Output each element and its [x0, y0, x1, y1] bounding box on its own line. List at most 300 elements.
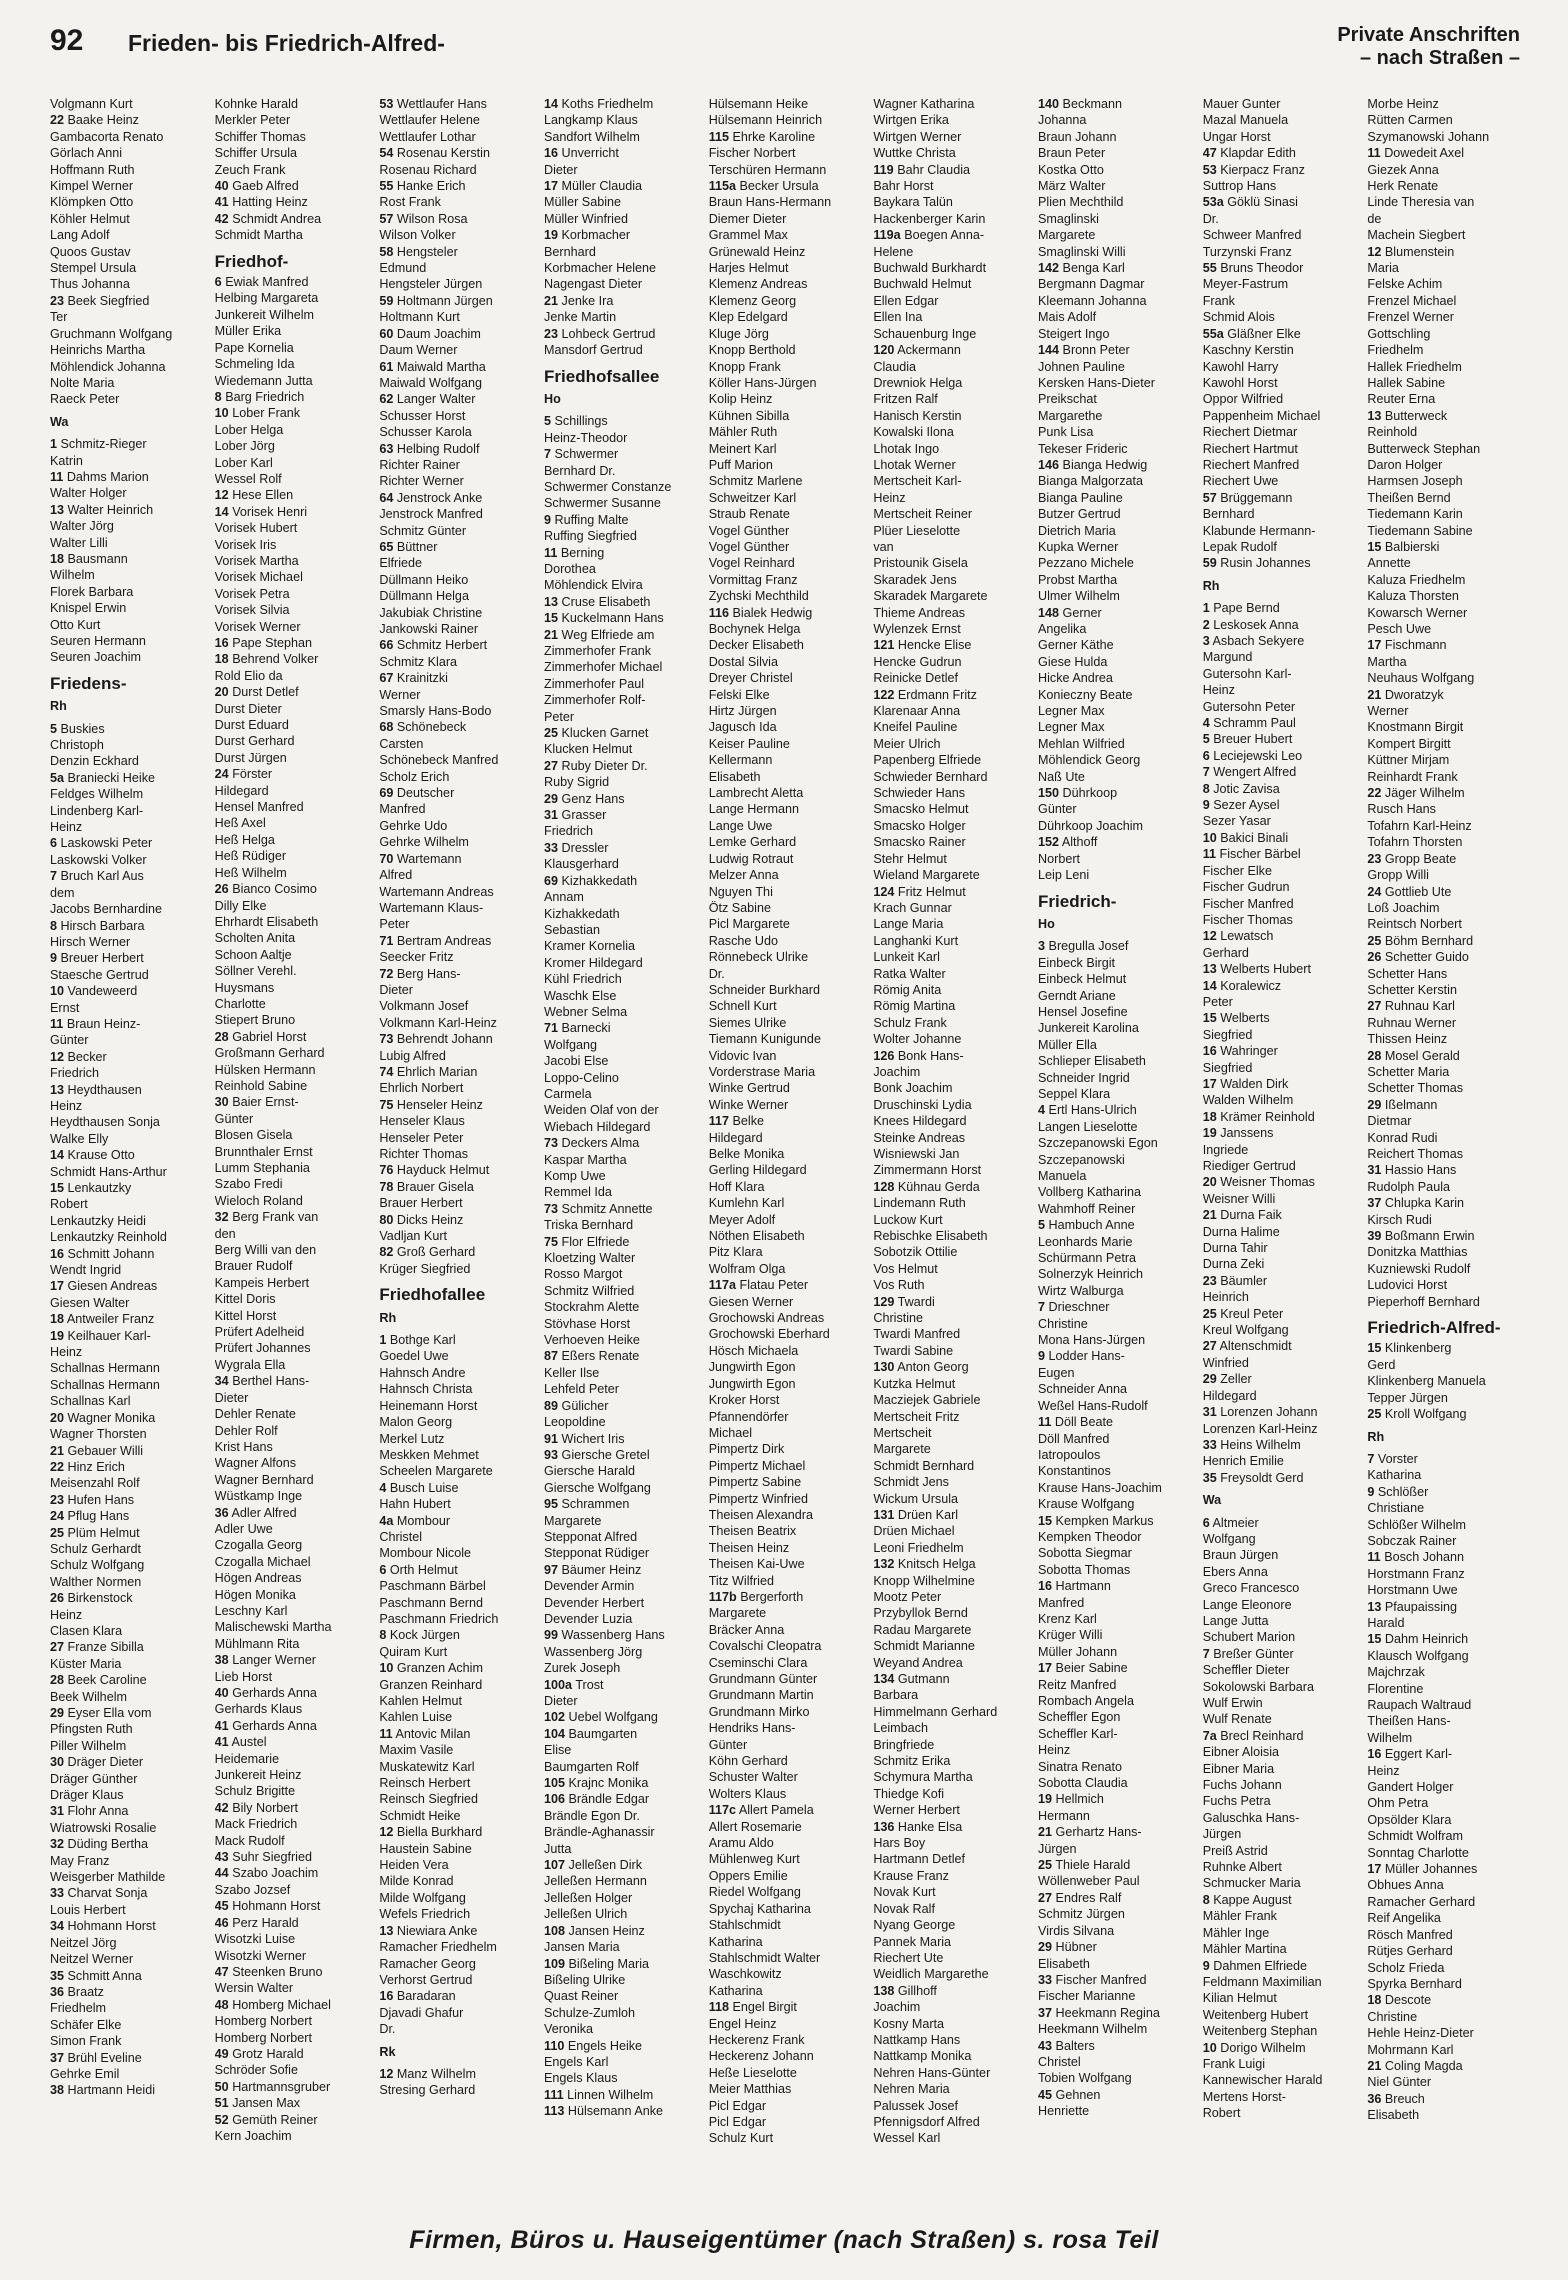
resident-name: Raeck Peter — [50, 392, 120, 407]
house-number: 27 — [1367, 999, 1382, 1014]
resident-entry — [379, 1463, 532, 1479]
resident-name: Schmitz Wilfried — [544, 1283, 635, 1298]
resident-name: Lange Uwe — [708, 818, 773, 833]
resident-name: Ulmer Wilhelm — [1038, 589, 1120, 604]
resident-entry — [1367, 1812, 1520, 1828]
house-number: 14 — [544, 97, 559, 111]
resident-name: Druschinski Lydia — [873, 1097, 972, 1112]
resident-name: Stepponat Rüdiger — [544, 1546, 650, 1561]
resident-name: Szabo Fredi — [214, 1177, 283, 1192]
resident-entry — [873, 1753, 1026, 1769]
house-number: 47 — [1202, 146, 1217, 161]
resident-name: Picl Edgar — [708, 2098, 767, 2113]
house-number: 5 — [544, 414, 552, 429]
house-number: 20 — [50, 1410, 65, 1425]
resident-entry — [544, 178, 697, 194]
resident-entry — [1038, 1939, 1191, 1955]
resident-name: Schetter Maria — [1367, 1064, 1450, 1079]
resident-name: Reitz Manfred — [1038, 1677, 1117, 1692]
resident-name: Schmitt Johann — [67, 1246, 155, 1261]
resident-entry — [379, 1775, 532, 1791]
street-heading: Friedrich- — [1038, 891, 1117, 911]
resident-entry — [1038, 211, 1191, 227]
resident-entry — [50, 145, 203, 161]
resident-name: Mansdorf Gertrud — [544, 343, 643, 358]
resident-name: Langkamp Klaus — [544, 113, 638, 128]
resident-entry — [1367, 1406, 1520, 1422]
house-number: 40 — [214, 179, 229, 194]
resident-name: Legner Max — [1038, 704, 1105, 719]
resident-entry — [50, 436, 203, 452]
resident-name: Neitzel Werner — [50, 1952, 134, 1967]
resident-entry — [1367, 391, 1520, 407]
resident-name: Wagner Thorsten — [50, 1427, 147, 1442]
resident-entry — [1038, 851, 1191, 867]
resident-name: Schneider Ingrid — [1038, 1070, 1130, 1085]
resident-name: Kuzniewski Rudolf — [1367, 1261, 1471, 1276]
resident-name: Gambacorta Renato — [50, 129, 164, 144]
house-number: 128 — [873, 1179, 895, 1194]
resident-entry — [50, 1639, 203, 1655]
resident-entry — [50, 721, 203, 737]
resident-entry — [215, 1619, 368, 1635]
resident-entry — [544, 1611, 697, 1627]
resident-entry — [873, 1474, 1026, 1490]
resident-name: Hülsemann Anke — [567, 2104, 664, 2119]
resident-entry — [873, 145, 1026, 161]
resident-entry — [50, 1590, 203, 1606]
resident-name: Steinke Andreas — [873, 1130, 966, 1145]
resident-entry — [1367, 884, 1520, 900]
resident-entry — [544, 1972, 697, 1988]
resident-entry — [709, 1901, 862, 1917]
resident-name: Dreyer Christel — [708, 671, 793, 686]
house-number: 19 — [1038, 1792, 1053, 1807]
resident-name: Weisgerber Mathilde — [50, 1870, 166, 1885]
resident-name: Schoon Aaltje — [214, 947, 292, 962]
resident-name: Schetter Kerstin — [1367, 982, 1457, 997]
resident-name: Sezer Yasar — [1202, 814, 1271, 829]
resident-entry — [1038, 539, 1191, 555]
resident-entry — [709, 1326, 862, 1342]
resident-entry — [1367, 1179, 1520, 1195]
resident-entry — [215, 1800, 368, 1816]
resident-entry — [50, 1246, 203, 1262]
house-number: 41 — [214, 195, 229, 210]
house-number: 32 — [214, 1210, 229, 1225]
resident-entry — [1038, 834, 1191, 850]
resident-name: Bernhard — [1202, 507, 1255, 522]
house-number: 5 — [1038, 1218, 1046, 1233]
resident-name: Suttrop Hans — [1202, 179, 1277, 194]
house-number: 16 — [214, 636, 229, 650]
resident-name: Ingriede — [1202, 1142, 1249, 1157]
resident-name: Florek Barbara — [50, 584, 134, 599]
resident-name: Grotz Harald — [232, 2046, 304, 2061]
resident-name: Brändle Egon Dr. — [544, 1808, 640, 1823]
resident-entry — [215, 405, 368, 421]
resident-name: Kohnke Harald — [214, 97, 298, 111]
resident-entry — [709, 506, 862, 522]
resident-name: Lewatsch — [1220, 929, 1274, 944]
resident-entry — [1203, 457, 1356, 473]
resident-entry — [1038, 719, 1191, 735]
resident-name: Stahlschmidt Walter — [708, 1950, 821, 1965]
resident-entry — [873, 1704, 1026, 1720]
resident-name: Niel Günter — [1367, 2075, 1432, 2090]
resident-entry — [1038, 441, 1191, 457]
resident-entry — [215, 96, 368, 112]
resident-entry — [544, 309, 697, 325]
resident-name: Kloetzing Walter — [544, 1251, 636, 1266]
resident-name: Düllmann Helga — [379, 589, 469, 604]
resident-entry — [544, 293, 697, 309]
resident-entry — [873, 2130, 1026, 2146]
resident-name: Möhlendick Johanna — [50, 359, 166, 374]
resident-entry — [709, 736, 862, 752]
resident-name: Heydthausen Sonja — [50, 1115, 160, 1130]
resident-entry — [379, 1113, 532, 1129]
resident-entry — [1367, 1943, 1520, 1959]
resident-name: Heinz — [1367, 1763, 1400, 1778]
resident-name: Scholten Anita — [214, 931, 296, 946]
house-number: 31 — [544, 808, 559, 823]
resident-name: Luckow Kurt — [873, 1212, 943, 1227]
resident-entry — [50, 770, 203, 786]
resident-name: Lieb Horst — [214, 1669, 273, 1684]
district-code: Rk — [379, 2044, 396, 2059]
resident-entry — [544, 1316, 697, 1332]
resident-name: Welberts — [1220, 1011, 1270, 1026]
resident-name: Aramu Aldo — [708, 1836, 774, 1851]
resident-name: Mertscheit Karl- — [873, 474, 962, 489]
resident-entry — [215, 2095, 368, 2111]
resident-entry — [50, 1656, 203, 1672]
house-number: 9 — [50, 951, 58, 966]
resident-name: Büttner — [396, 539, 438, 554]
resident-name: Ruhnau Werner — [1367, 1015, 1457, 1030]
resident-entry — [1367, 1992, 1520, 2008]
house-number: 57 — [1202, 490, 1217, 505]
resident-name: Kawohl Harry — [1202, 359, 1279, 374]
resident-name: Lhotak Ingo — [873, 441, 940, 456]
resident-name: Linnen Wilhelm — [567, 2087, 654, 2102]
resident-name: Weitenberg Stephan — [1202, 2024, 1318, 2039]
house-number: 23 — [544, 326, 559, 341]
resident-name: Chlupka Karin — [1384, 1196, 1464, 1211]
house-number: 119a — [873, 228, 901, 243]
house-number: 15 — [1202, 1011, 1217, 1026]
resident-name: Galuschka Hans- — [1202, 1810, 1300, 1825]
resident-entry — [215, 1308, 368, 1324]
resident-name: Engels Klaus — [544, 2071, 618, 2086]
resident-entry — [50, 1049, 203, 1065]
resident-name: Friedhelm — [50, 2001, 106, 2016]
resident-entry — [709, 1015, 862, 1031]
resident-name: Schrammen — [561, 1497, 630, 1512]
house-number: 7 — [1367, 1451, 1375, 1466]
resident-entry — [873, 884, 1026, 900]
resident-name: Joachim — [873, 2000, 921, 2015]
resident-entry — [215, 1980, 368, 1996]
resident-entry — [709, 2016, 862, 2032]
resident-name: Pimpertz Dirk — [708, 1442, 785, 1457]
house-number: 87 — [544, 1349, 559, 1364]
resident-entry — [1203, 1564, 1356, 1580]
house-number: 16 — [544, 146, 559, 161]
resident-entry — [50, 1311, 203, 1327]
resident-entry — [544, 1595, 697, 1611]
resident-name: Kühl Friedrich — [544, 972, 622, 987]
resident-name: Dietrich Maria — [1038, 523, 1116, 538]
resident-entry — [544, 2070, 697, 2086]
house-number: 73 — [544, 1136, 559, 1151]
resident-name: Küster Maria — [50, 1656, 122, 1671]
resident-name: Jelleßen Hermann — [544, 1874, 647, 1889]
resident-entry — [379, 572, 532, 588]
house-number: 11 — [50, 1016, 64, 1031]
resident-entry — [873, 506, 1026, 522]
resident-entry — [709, 1458, 862, 1474]
resident-name: Mähler Martina — [1202, 1942, 1287, 1957]
resident-name: Wengert Alfred — [1213, 765, 1297, 780]
page-number: 92 — [50, 24, 84, 57]
resident-entry — [215, 1603, 368, 1619]
resident-entry — [50, 1803, 203, 1819]
resident-name: Schwermer Constanze — [544, 479, 672, 494]
resident-entry — [873, 785, 1026, 801]
resident-name: Lange Hermann — [708, 802, 800, 817]
resident-name: Merkel Lutz — [379, 1431, 445, 1446]
resident-entry — [1203, 1925, 1356, 1941]
house-number: 21 — [50, 1443, 65, 1458]
house-number: 37 — [50, 2050, 65, 2065]
house-number: 17 — [1367, 1862, 1382, 1877]
resident-entry — [50, 1131, 203, 1147]
resident-entry — [379, 1480, 532, 1496]
resident-entry — [873, 1868, 1026, 1884]
resident-entry — [379, 1873, 532, 1889]
resident-name: Christel — [1038, 2054, 1081, 2069]
resident-entry — [873, 801, 1026, 817]
resident-name: Eugen — [1038, 1365, 1075, 1380]
resident-entry — [544, 145, 697, 161]
resident-entry — [379, 1244, 532, 1260]
resident-name: Dräger Günther — [50, 1771, 138, 1786]
resident-name: Peter — [544, 709, 575, 724]
resident-entry — [50, 1689, 203, 1705]
resident-entry — [379, 1195, 532, 1211]
resident-name: Dehler Renate — [214, 1407, 296, 1422]
resident-name: Margarete — [1038, 228, 1096, 243]
resident-entry — [379, 1398, 532, 1414]
resident-name: Wiatrowski Rosalie — [50, 1820, 157, 1835]
resident-entry — [1203, 1728, 1356, 1744]
resident-entry — [873, 2114, 1026, 2130]
resident-entry — [709, 424, 862, 440]
resident-name: Pfennigsdorf Alfred — [873, 2114, 980, 2129]
resident-name: Neuhaus Wolfgang — [1367, 671, 1475, 686]
resident-entry — [50, 1065, 203, 1081]
resident-entry — [379, 2005, 532, 2021]
resident-name: Schetter Thomas — [1367, 1081, 1464, 1096]
resident-entry — [50, 1968, 203, 1984]
resident-name: Ellen Ina — [873, 310, 923, 325]
house-number: 19 — [1202, 1126, 1217, 1141]
resident-entry — [1367, 2058, 1520, 2074]
resident-name: Henseler Heinz — [396, 1097, 483, 1112]
resident-name: Johanna — [1038, 113, 1087, 128]
resident-entry — [1203, 1531, 1356, 1547]
resident-name: Milde Konrad — [379, 1874, 454, 1889]
resident-name: Jankowski Rainer — [379, 622, 479, 636]
resident-name: Kizhakkedath — [561, 873, 638, 888]
resident-entry — [544, 659, 697, 675]
resident-name: Wickum Ursula — [873, 1491, 959, 1506]
resident-name: Stockrahm Alette — [544, 1300, 640, 1315]
resident-entry — [873, 654, 1026, 670]
resident-name: Christel — [379, 1529, 423, 1544]
resident-name: Otto Kurt — [50, 617, 101, 632]
resident-name: Breßer Günter — [1213, 1646, 1294, 1661]
resident-entry — [1367, 1261, 1520, 1277]
resident-name: Maria — [1367, 261, 1399, 276]
resident-name: Durst Jürgen — [214, 750, 287, 765]
resident-name: Schulz Brigitte — [214, 1784, 296, 1799]
resident-name: Schiffer Ursula — [214, 146, 298, 161]
resident-entry — [50, 551, 203, 567]
resident-name: Ratka Walter — [873, 966, 946, 981]
house-number: 20 — [214, 685, 229, 700]
resident-name: Göklü Sinasi — [1227, 195, 1298, 210]
resident-name: Koralewicz — [1220, 978, 1282, 993]
resident-entry — [1038, 2005, 1191, 2021]
resident-name: Margarete — [544, 1513, 602, 1528]
resident-name: Smaglinski — [1038, 211, 1099, 226]
resident-name: Szabo Joachim — [232, 1866, 319, 1881]
resident-name: Wüstkamp Inge — [214, 1489, 303, 1504]
resident-entry — [215, 178, 368, 194]
resident-entry — [215, 1816, 368, 1832]
resident-entry — [709, 572, 862, 588]
resident-entry — [1367, 1927, 1520, 1943]
resident-name: Picl Edgar — [708, 2114, 767, 2129]
resident-name: Kühnen Sibilla — [708, 408, 790, 423]
resident-name: Seuren Hermann — [50, 634, 146, 648]
resident-name: Rost Frank — [379, 195, 441, 210]
resident-name: Sobotta Siegmar — [1038, 1546, 1132, 1561]
resident-name: Buskies — [60, 721, 105, 736]
resident-entry — [1203, 1437, 1356, 1453]
house-number: 5a — [50, 770, 65, 785]
resident-entry — [379, 1048, 532, 1064]
resident-name: van — [873, 539, 894, 554]
resident-entry — [1367, 949, 1520, 965]
resident-name: Schröder Sofie — [214, 2063, 298, 2078]
resident-entry — [50, 901, 203, 917]
house-number: 35 — [1202, 1470, 1217, 1485]
house-number: 100a — [544, 1677, 573, 1692]
house-number: 18 — [50, 1312, 65, 1327]
resident-entry — [544, 774, 697, 790]
house-number: 15 — [50, 1181, 65, 1195]
resident-name: Freysoldt Gerd — [1220, 1470, 1304, 1485]
house-number: 27 — [544, 758, 559, 773]
resident-name: Rosenau Richard — [379, 162, 477, 177]
resident-entry — [1038, 736, 1191, 752]
house-number: 55 — [1202, 261, 1217, 276]
resident-entry — [215, 947, 368, 963]
house-number: 55a — [1202, 326, 1224, 341]
resident-name: Christine — [1038, 1316, 1088, 1331]
house-number: 7 — [50, 869, 58, 884]
resident-name: Knostmann Birgit — [1367, 720, 1464, 735]
resident-name: Norbert — [1038, 851, 1081, 866]
resident-name: Hahnsch Christa — [379, 1382, 473, 1397]
resident-name: Benga Karl — [1062, 261, 1125, 276]
house-number: 7 — [1038, 1300, 1046, 1315]
resident-entry — [1038, 867, 1191, 883]
resident-entry — [50, 1443, 203, 1459]
resident-entry — [1203, 276, 1356, 292]
resident-entry — [379, 326, 532, 342]
resident-entry — [1367, 1779, 1520, 1795]
resident-entry — [1203, 682, 1356, 698]
resident-entry — [379, 473, 532, 489]
resident-entry — [215, 1357, 368, 1373]
resident-entry — [709, 1687, 862, 1703]
resident-name: Leskosek Anna — [1213, 617, 1299, 632]
house-number: 126 — [873, 1048, 895, 1063]
resident-entry — [379, 1759, 532, 1775]
resident-name: Janssens — [1220, 1126, 1274, 1141]
resident-entry — [379, 1261, 532, 1277]
resident-name: Jürgen — [1202, 1827, 1242, 1842]
resident-entry — [379, 1791, 532, 1807]
resident-name: Stövhase Horst — [544, 1316, 631, 1331]
resident-entry — [544, 1923, 697, 1939]
resident-entry — [1367, 1599, 1520, 1615]
house-number: 11 — [1038, 1415, 1052, 1430]
house-number: 21 — [1202, 1208, 1217, 1223]
resident-name: Scheelen Margarete — [379, 1464, 493, 1479]
resident-name: Barg Friedrich — [225, 389, 305, 404]
resident-entry — [873, 457, 1026, 473]
resident-entry — [709, 752, 862, 768]
resident-entry — [1038, 1201, 1191, 1217]
resident-entry — [215, 2079, 368, 2095]
resident-name: Hicke Andrea — [1038, 671, 1113, 686]
resident-name: Wolfgang — [1202, 1531, 1256, 1546]
resident-name: Sonntag Charlotte — [1367, 1845, 1469, 1860]
resident-name: Gehrke Wilhelm — [379, 835, 469, 850]
resident-entry — [50, 2050, 203, 2066]
resident-name: Weiden Olaf von der — [544, 1103, 659, 1118]
resident-name: Kleemann Johanna — [1038, 293, 1147, 308]
resident-name: Mauer Gunter — [1202, 97, 1281, 111]
resident-name: Siemes Ulrike — [708, 1015, 787, 1030]
resident-entry — [709, 1966, 862, 1982]
resident-name: Hahn Hubert — [379, 1497, 451, 1512]
house-number: 19 — [544, 228, 559, 243]
resident-entry — [379, 818, 532, 834]
resident-entry — [215, 1258, 368, 1274]
resident-name: Reintsch Norbert — [1367, 917, 1462, 932]
resident-name: Eggert Karl- — [1384, 1747, 1453, 1762]
resident-name: Himmelmann Gerhard — [873, 1704, 998, 1719]
resident-name: Siegfried — [1202, 1060, 1253, 1075]
resident-entry — [379, 1365, 532, 1381]
